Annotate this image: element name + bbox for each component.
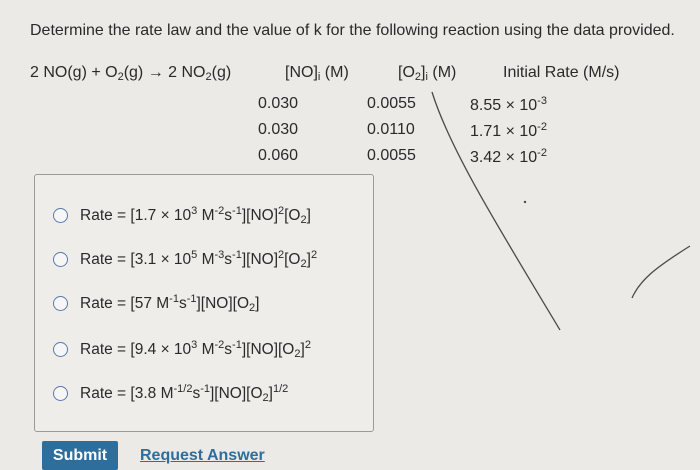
row2-o2: 0.0110: [367, 121, 415, 138]
option-4[interactable]: [53, 339, 311, 360]
option-3-label: Rate = [57 $M^{-1}s^{-1}][NO][O_2]$: [80, 293, 260, 314]
row1-o2: 0.0055: [367, 95, 416, 112]
option-2[interactable]: [53, 249, 317, 270]
row1-no: 0.030: [258, 95, 299, 112]
option-5[interactable]: [53, 383, 288, 404]
request-answer-link[interactable]: Request Answer: [140, 447, 265, 464]
option-1[interactable]: [53, 205, 311, 226]
row2-rate: $1.71 \times 10^{-2}$: [470, 121, 547, 140]
question-text: Determine the rate law and the value of k for the following reaction using the data provided.: [30, 22, 675, 39]
option-3[interactable]: [53, 293, 259, 314]
submit-button[interactable]: Submit: [42, 441, 118, 470]
option-1-label: Rate = [$1.7 \times 10^3$ $M^{-2}s^{-1}][NO]^2[O_2]$: [80, 205, 311, 226]
option-2-label: Rate = [$3.1 \times 10^5$ $M^{-3}s^{-1}][NO]^2[O_2]^2$: [80, 249, 318, 270]
radio-button[interactable]: [53, 386, 68, 401]
row3-o2: 0.0055: [367, 147, 416, 164]
row3-no: 0.060: [258, 147, 299, 164]
option-4-label: Rate = [$9.4 \times 10^3$ $M^{-2}s^{-1}][NO][O_2]^2$: [80, 339, 311, 360]
radio-button[interactable]: [53, 342, 68, 357]
header-initial-rate: Initial Rate (M/s): [503, 64, 620, 81]
row2-no: 0.030: [258, 121, 299, 138]
row1-rate: $8.55 \times 10^{-3}$: [470, 95, 547, 114]
answer-options-box: [34, 174, 374, 432]
row3-rate: $3.42 \times 10^{-2}$: [470, 147, 547, 166]
header-o2-concentration: $[O_2]_i$ (M): [398, 64, 457, 83]
radio-button[interactable]: [53, 252, 68, 267]
option-5-label: Rate = [3.8 $M^{-1/2}s^{-1}][NO][O_2]^{1/2}$: [80, 383, 289, 404]
radio-button[interactable]: [53, 296, 68, 311]
header-no-concentration: $[NO]_i$ (M): [285, 64, 349, 83]
radio-button[interactable]: [53, 208, 68, 223]
reaction-equation: 2 $NO(g) + O_2(g) \to 2$ $NO_2(g)$: [30, 64, 232, 83]
